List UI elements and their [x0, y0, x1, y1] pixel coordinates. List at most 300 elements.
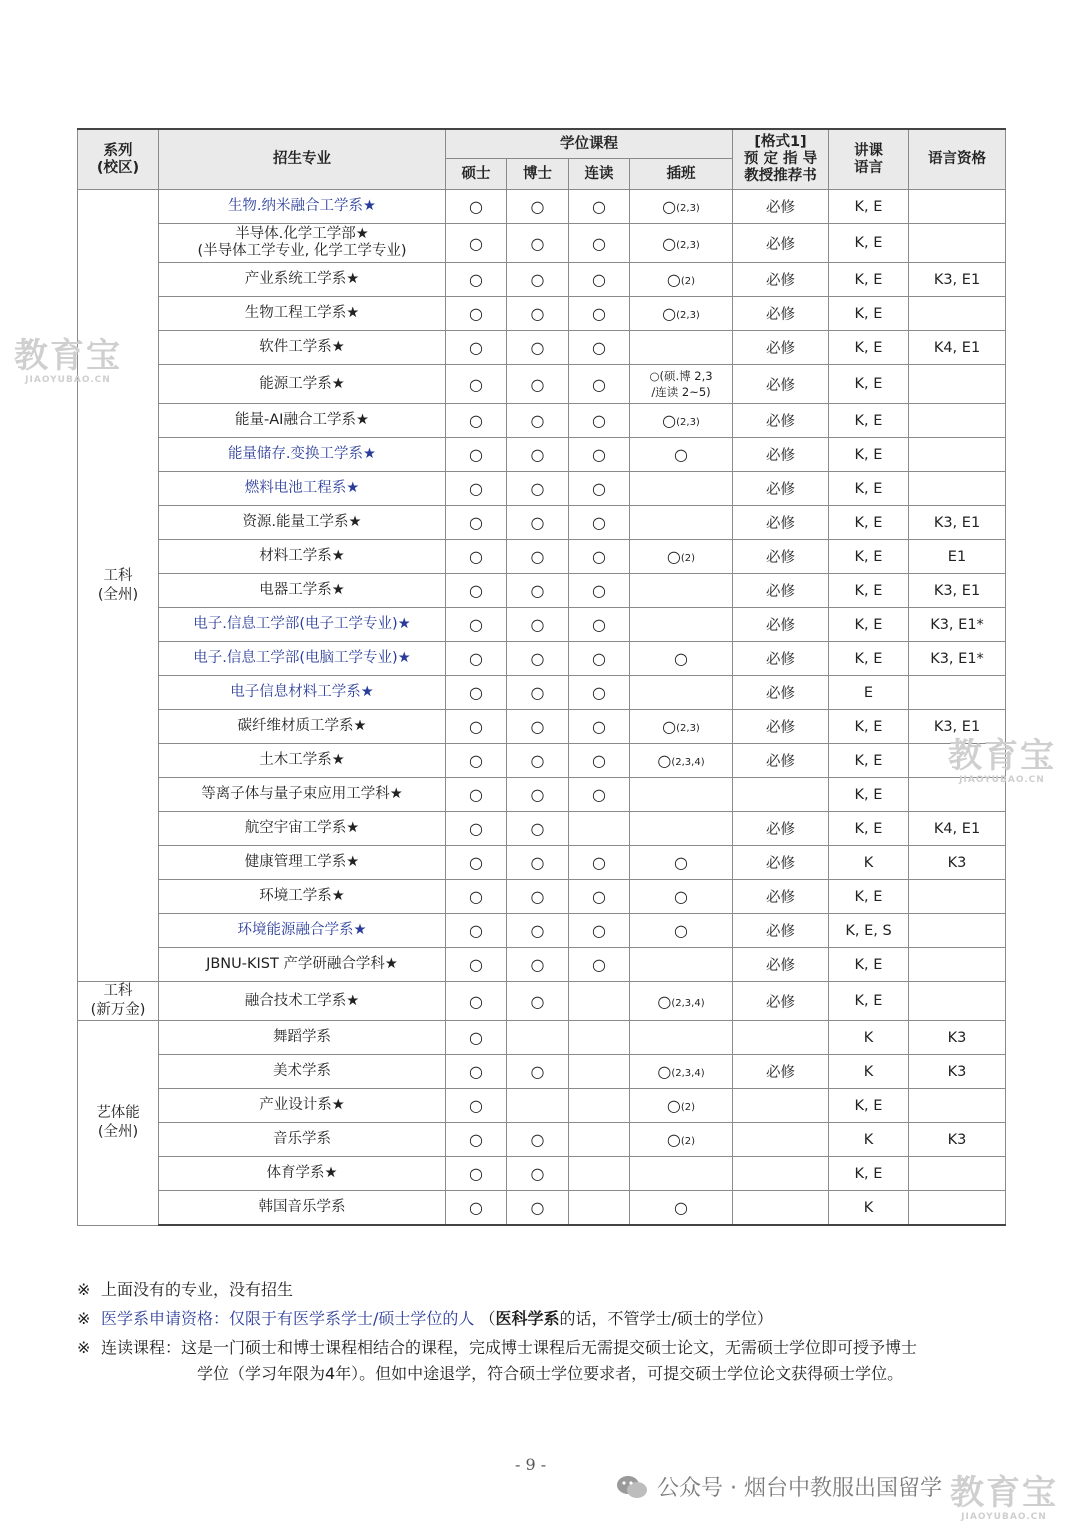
table-row — [78, 744, 1006, 778]
lang-cell: K, E, S — [829, 914, 909, 948]
circle-mark: ○ — [530, 547, 545, 566]
degree-cell-c — [569, 404, 630, 438]
lang-cell: K, E — [829, 642, 909, 676]
format-cell — [733, 1021, 829, 1055]
format-cell: 必修 — [733, 880, 829, 914]
group-cell: 工科 (新万金) — [78, 982, 159, 1021]
table-row — [78, 1157, 1006, 1191]
table-row — [78, 914, 1006, 948]
degree-cell-m — [446, 812, 507, 846]
circle-mark: ○ — [592, 270, 606, 289]
degree-cell-c — [569, 710, 630, 744]
major-cell: 半导体.化学工学部★ (半导体工学专业, 化学工学专业) — [159, 224, 446, 263]
degree-cell-m — [446, 1021, 507, 1055]
qual-cell — [909, 365, 1006, 404]
circle-mark: ○ — [592, 304, 606, 323]
circle-mark: ○ — [592, 785, 606, 804]
circle-mark: ○ — [666, 1096, 681, 1115]
header-insert: 插班 — [630, 159, 733, 190]
major-cell: 能量-AI融合工学系★ — [159, 404, 446, 438]
circle-mark: ○ — [666, 270, 681, 289]
note-2-open: （ — [479, 1309, 496, 1328]
circle-mark: ○ — [657, 991, 672, 1011]
major-cell: 产业设计系★ — [159, 1089, 446, 1123]
watermark-text: 教育宝 — [948, 736, 1056, 776]
format-cell: 必修 — [733, 331, 829, 365]
lang-cell: K, E — [829, 297, 909, 331]
circle-mark: ○ — [530, 1198, 545, 1217]
table-row — [78, 365, 1006, 404]
insert-note: (2) — [680, 1102, 696, 1113]
qual-cell — [909, 297, 1006, 331]
degree-cell-c — [569, 982, 630, 1021]
circle-mark: ○ — [530, 887, 545, 906]
circle-mark: ○ — [469, 1096, 483, 1115]
note-mark: ※ — [77, 1280, 91, 1299]
circle-mark: ○ — [469, 1164, 483, 1183]
table-row — [78, 1123, 1006, 1157]
lang-cell: K, E — [829, 880, 909, 914]
lang-cell: K, E — [829, 224, 909, 263]
degree-cell-c — [569, 1021, 630, 1055]
major-cell: 电子信息材料工学系★ — [159, 676, 446, 710]
insert-cell — [630, 1089, 733, 1123]
major-cell: 航空宇宙工学系★ — [159, 812, 446, 846]
format-cell: 必修 — [733, 608, 829, 642]
circle-mark: ○ — [530, 270, 545, 289]
degree-cell-c — [569, 540, 630, 574]
lang-cell: K, E — [829, 263, 909, 297]
circle-mark: ○ — [662, 304, 677, 323]
circle-mark: ○ — [469, 615, 483, 634]
circle-mark: ○ — [530, 991, 545, 1011]
circle-mark: ○ — [530, 921, 545, 940]
table-row — [78, 812, 1006, 846]
format-cell: 必修 — [733, 1055, 829, 1089]
circle-mark: ○ — [530, 683, 545, 702]
degree-cell-m — [446, 365, 507, 404]
account-name: 公众号 · 烟台中教服出国留学 — [657, 1476, 942, 1501]
note-1 — [77, 1277, 1017, 1303]
circle-mark: ○ — [592, 479, 606, 498]
circle-mark: ○ — [530, 785, 545, 804]
watermark-text: 教育宝 — [14, 336, 122, 376]
circle-mark: ○ — [530, 411, 545, 430]
note-1-text: 上面没有的专业，没有招生 — [101, 1280, 294, 1299]
table-row — [78, 846, 1006, 880]
lang-cell: K — [829, 1191, 909, 1226]
circle-mark: ○ — [592, 581, 606, 600]
degree-cell-m — [446, 642, 507, 676]
major-cell: 电子.信息工学部(电子工学专业)★ — [159, 608, 446, 642]
table-row — [78, 982, 1006, 1021]
insert-cell — [630, 744, 733, 778]
circle-mark: ○ — [674, 1198, 688, 1217]
lang-cell: K, E — [829, 472, 909, 506]
degree-cell-d — [507, 608, 569, 642]
lang-cell: K, E — [829, 744, 909, 778]
insert-cell — [630, 914, 733, 948]
format-cell: 必修 — [733, 365, 829, 404]
circle-mark: ○ — [530, 581, 545, 600]
degree-cell-d — [507, 1089, 569, 1123]
degree-cell-m — [446, 331, 507, 365]
degree-cell-c — [569, 297, 630, 331]
insert-cell — [630, 676, 733, 710]
circle-mark: ○ — [657, 1062, 672, 1081]
major-cell: 材料工学系★ — [159, 540, 446, 574]
circle-mark: ○ — [530, 374, 545, 394]
circle-mark: ○ — [530, 853, 545, 872]
format-cell: 必修 — [733, 710, 829, 744]
header-combined: 连读 — [569, 159, 630, 190]
circle-mark: ○ — [469, 374, 483, 394]
degree-cell-m — [446, 880, 507, 914]
header-group: 系列 (校区) — [78, 129, 159, 190]
note-3 — [77, 1335, 1017, 1387]
watermark-domain: JIAOYUBAO.CN — [25, 375, 111, 385]
degree-cell-c — [569, 331, 630, 365]
qual-cell — [909, 190, 1006, 224]
degree-cell-c — [569, 676, 630, 710]
circle-mark: ○ — [662, 717, 677, 736]
degree-cell-m — [446, 676, 507, 710]
format-cell: 必修 — [733, 506, 829, 540]
circle-mark: ○ — [662, 411, 677, 430]
circle-mark: ○ — [674, 887, 688, 906]
lang-cell: K, E — [829, 574, 909, 608]
insert-note: (2) — [680, 276, 696, 287]
lang-cell: K — [829, 1021, 909, 1055]
qual-cell: K3, E1* — [909, 642, 1006, 676]
degree-cell-d — [507, 438, 569, 472]
table-row — [78, 1089, 1006, 1123]
degree-cell-d — [507, 880, 569, 914]
table-row — [78, 710, 1006, 744]
format-cell: 必修 — [733, 642, 829, 676]
insert-note: (2,3,4) — [671, 997, 705, 1009]
degree-cell-d — [507, 948, 569, 982]
circle-mark: ○ — [666, 547, 681, 566]
circle-mark: ○ — [666, 1130, 681, 1149]
major-cell: 等离子体与量子束应用工学科★ — [159, 778, 446, 812]
major-cell: 生物工程工学系★ — [159, 297, 446, 331]
circle-mark: ○ — [469, 955, 483, 974]
degree-cell-d — [507, 472, 569, 506]
qual-cell — [909, 1157, 1006, 1191]
degree-cell-m — [446, 263, 507, 297]
format-cell: 必修 — [733, 948, 829, 982]
format-cell: 必修 — [733, 438, 829, 472]
circle-mark: ○ — [530, 304, 545, 323]
circle-mark: ○ — [469, 197, 483, 216]
major-cell: 资源.能量工学系★ — [159, 506, 446, 540]
degree-cell-d — [507, 190, 569, 224]
insert-cell — [630, 812, 733, 846]
table-row — [78, 263, 1006, 297]
degree-cell-m — [446, 1157, 507, 1191]
table-row — [78, 778, 1006, 812]
wechat-icon — [615, 1474, 649, 1500]
degree-cell-d — [507, 506, 569, 540]
circle-mark: ○ — [469, 683, 483, 702]
lang-cell: K, E — [829, 365, 909, 404]
format-cell: 必修 — [733, 540, 829, 574]
circle-mark: ○ — [592, 649, 606, 668]
degree-cell-m — [446, 778, 507, 812]
lang-cell: K, E — [829, 1089, 909, 1123]
insert-cell — [630, 263, 733, 297]
degree-cell-m — [446, 297, 507, 331]
degree-cell-d — [507, 846, 569, 880]
lang-cell: K, E — [829, 778, 909, 812]
header-major: 招生专业 — [159, 129, 446, 190]
insert-cell — [630, 438, 733, 472]
circle-mark: ○ — [469, 1028, 483, 1047]
insert-cell — [630, 574, 733, 608]
insert-cell — [630, 331, 733, 365]
format-cell: 必修 — [733, 574, 829, 608]
lang-cell: K, E — [829, 1157, 909, 1191]
degree-cell-c — [569, 365, 630, 404]
circle-mark: ○ — [469, 411, 483, 430]
circle-mark: ○ — [530, 955, 545, 974]
qual-cell: K3 — [909, 1021, 1006, 1055]
table-row — [78, 1055, 1006, 1089]
insert-cell — [630, 1123, 733, 1157]
lang-cell: K, E — [829, 438, 909, 472]
watermark — [950, 1465, 1058, 1522]
degree-cell-m — [446, 1055, 507, 1089]
degree-cell-c — [569, 812, 630, 846]
degree-cell-m — [446, 982, 507, 1021]
table-row — [78, 642, 1006, 676]
header-doctor: 博士 — [507, 159, 569, 190]
qual-cell: K3, E1 — [909, 263, 1006, 297]
format-cell: 必修 — [733, 744, 829, 778]
degree-cell-m — [446, 710, 507, 744]
table-row — [78, 190, 1006, 224]
circle-mark: ○ — [469, 338, 483, 357]
degree-cell-d — [507, 710, 569, 744]
circle-mark: ○ — [592, 615, 606, 634]
degree-cell-d — [507, 297, 569, 331]
lang-cell: K, E — [829, 331, 909, 365]
circle-mark: ○ — [530, 819, 545, 838]
page-number: - 9 - — [515, 1455, 547, 1474]
circle-mark: ○ — [469, 853, 483, 872]
insert-note: ○(硕.博 2,3 /连读 2~5) — [649, 369, 713, 399]
table-row — [78, 608, 1006, 642]
degree-cell-c — [569, 846, 630, 880]
degree-cell-c — [569, 506, 630, 540]
note-2-blue: 医学系申请资格：仅限于有医学系学士/硕士学位的人 — [101, 1309, 475, 1328]
circle-mark: ○ — [469, 233, 483, 253]
circle-mark: ○ — [674, 921, 688, 940]
circle-mark: ○ — [469, 1130, 483, 1149]
insert-cell — [630, 1055, 733, 1089]
circle-mark: ○ — [592, 955, 606, 974]
insert-cell — [630, 1191, 733, 1226]
circle-mark: ○ — [469, 991, 483, 1011]
lang-cell: K, E — [829, 812, 909, 846]
insert-cell — [630, 297, 733, 331]
circle-mark: ○ — [530, 445, 545, 464]
degree-cell-d — [507, 574, 569, 608]
degree-cell-m — [446, 404, 507, 438]
degree-cell-d — [507, 642, 569, 676]
degree-cell-d — [507, 1191, 569, 1226]
format-cell — [733, 1157, 829, 1191]
degree-cell-m — [446, 438, 507, 472]
degree-cell-m — [446, 506, 507, 540]
circle-mark: ○ — [530, 479, 545, 498]
degree-cell-c — [569, 608, 630, 642]
major-cell: 软件工学系★ — [159, 331, 446, 365]
degree-cell-m — [446, 1089, 507, 1123]
watermark — [948, 728, 1056, 785]
table-row — [78, 297, 1006, 331]
account-badge — [615, 1471, 942, 1502]
insert-note: (2,3,4) — [671, 757, 705, 768]
degree-cell-c — [569, 190, 630, 224]
insert-note: (2,3) — [676, 723, 700, 734]
group-cell: 艺体能 (全州) — [78, 1021, 159, 1226]
qual-cell — [909, 224, 1006, 263]
format-cell: 必修 — [733, 846, 829, 880]
circle-mark: ○ — [530, 513, 545, 532]
watermark — [14, 328, 122, 385]
circle-mark: ○ — [469, 513, 483, 532]
circle-mark: ○ — [662, 233, 677, 253]
qual-cell: K3, E1 — [909, 574, 1006, 608]
note-mark: ※ — [77, 1338, 91, 1357]
degree-cell-d — [507, 812, 569, 846]
major-cell: 舞蹈学系 — [159, 1021, 446, 1055]
degree-cell-c — [569, 1089, 630, 1123]
circle-mark: ○ — [469, 304, 483, 323]
degree-cell-d — [507, 263, 569, 297]
qual-cell — [909, 404, 1006, 438]
circle-mark: ○ — [662, 197, 677, 216]
qual-cell: E1 — [909, 540, 1006, 574]
degree-cell-d — [507, 1055, 569, 1089]
qual-cell: K3 — [909, 1055, 1006, 1089]
insert-cell — [630, 778, 733, 812]
degree-cell-c — [569, 642, 630, 676]
major-cell: 能源工学系★ — [159, 365, 446, 404]
circle-mark: ○ — [469, 785, 483, 804]
insert-cell — [630, 404, 733, 438]
format-cell — [733, 778, 829, 812]
circle-mark: ○ — [530, 1130, 545, 1149]
major-cell: 美术学系 — [159, 1055, 446, 1089]
degree-cell-m — [446, 472, 507, 506]
degree-cell-d — [507, 744, 569, 778]
watermark-domain: JIAOYUBAO.CN — [959, 775, 1045, 785]
lang-cell: K, E — [829, 982, 909, 1021]
lang-cell: K, E — [829, 404, 909, 438]
insert-cell — [630, 472, 733, 506]
circle-mark: ○ — [674, 853, 688, 872]
insert-cell — [630, 642, 733, 676]
note-3-line1: 连读课程：这是一门硕士和博士课程相结合的课程，完成博士课程后无需提交硕士论文，无需硕士学位即可授予博士 — [101, 1338, 918, 1357]
lang-cell: K — [829, 846, 909, 880]
insert-note: (2,3,4) — [671, 1068, 705, 1079]
insert-cell — [630, 506, 733, 540]
circle-mark: ○ — [530, 338, 545, 357]
watermark-domain: JIAOYUBAO.CN — [961, 1512, 1047, 1522]
major-cell: 环境能源融合学系★ — [159, 914, 446, 948]
circle-mark: ○ — [469, 887, 483, 906]
qual-cell: K3, E1 — [909, 710, 1006, 744]
insert-cell — [630, 982, 733, 1021]
circle-mark: ○ — [469, 547, 483, 566]
degree-cell-d — [507, 914, 569, 948]
circle-mark: ○ — [469, 649, 483, 668]
degree-cell-c — [569, 263, 630, 297]
format-cell: 必修 — [733, 676, 829, 710]
insert-cell — [630, 948, 733, 982]
circle-mark: ○ — [469, 270, 483, 289]
insert-cell — [630, 365, 733, 404]
degree-cell-c — [569, 880, 630, 914]
table-row — [78, 224, 1006, 263]
qual-cell — [909, 1089, 1006, 1123]
lang-cell: E — [829, 676, 909, 710]
degree-cell-c — [569, 574, 630, 608]
insert-cell — [630, 190, 733, 224]
circle-mark: ○ — [530, 1062, 545, 1081]
format-cell: 必修 — [733, 190, 829, 224]
lang-cell: K, E — [829, 506, 909, 540]
major-cell: JBNU-KIST 产学研融合学科★ — [159, 948, 446, 982]
major-cell: 环境工学系★ — [159, 880, 446, 914]
circle-mark: ○ — [469, 819, 483, 838]
circle-mark: ○ — [469, 445, 483, 464]
circle-mark: ○ — [592, 374, 606, 394]
circle-mark: ○ — [592, 411, 606, 430]
table-row — [78, 540, 1006, 574]
insert-cell — [630, 224, 733, 263]
circle-mark: ○ — [592, 921, 606, 940]
degree-cell-d — [507, 365, 569, 404]
degree-cell-d — [507, 676, 569, 710]
insert-note: (2) — [680, 1136, 696, 1147]
insert-cell — [630, 608, 733, 642]
qual-cell: K3 — [909, 846, 1006, 880]
table-row — [78, 574, 1006, 608]
degree-cell-c — [569, 948, 630, 982]
major-cell: 体育学系★ — [159, 1157, 446, 1191]
major-cell: 电子.信息工学部(电脑工学专业)★ — [159, 642, 446, 676]
circle-mark: ○ — [592, 717, 606, 736]
note-2 — [77, 1306, 1017, 1332]
major-cell: 音乐学系 — [159, 1123, 446, 1157]
qual-cell — [909, 880, 1006, 914]
degree-cell-c — [569, 1123, 630, 1157]
degree-cell-d — [507, 224, 569, 263]
insert-note: (2) — [680, 553, 696, 564]
lang-cell: K — [829, 1055, 909, 1089]
degree-cell-m — [446, 608, 507, 642]
lang-cell: K, E — [829, 540, 909, 574]
table-row — [78, 506, 1006, 540]
circle-mark: ○ — [530, 1164, 545, 1183]
major-cell: 产业系统工学系★ — [159, 263, 446, 297]
qual-cell: K4, E1 — [909, 331, 1006, 365]
circle-mark: ○ — [592, 233, 606, 253]
